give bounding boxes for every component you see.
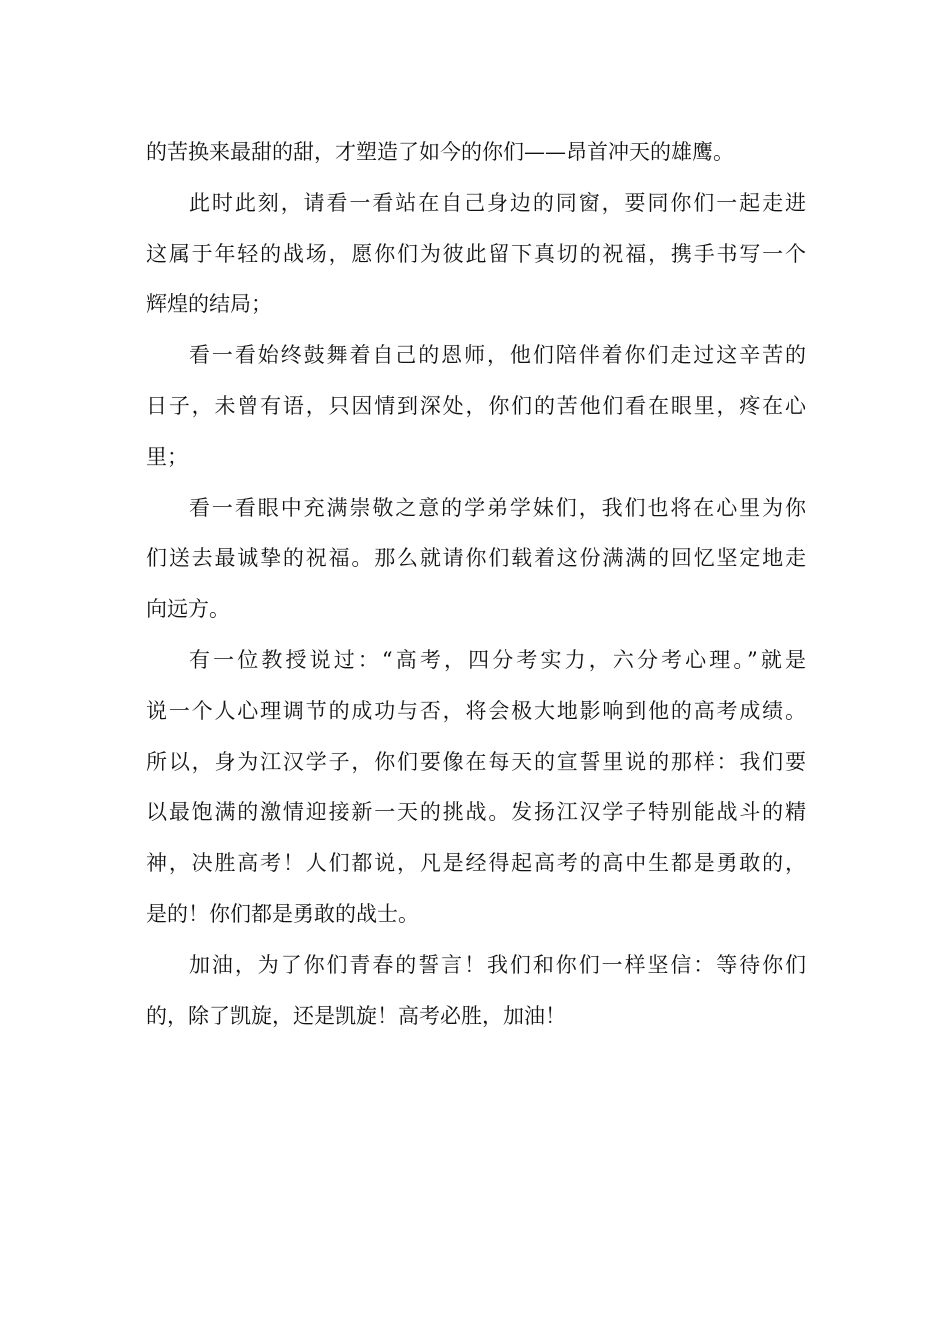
text-line-7: 里； bbox=[146, 444, 188, 469]
text-line-5: 看一看始终鼓舞着自己的恩师，他们陪伴着你们走过这辛苦的 bbox=[189, 343, 806, 368]
text-line-16: 是的！你们都是勇敢的战士。 bbox=[146, 901, 419, 926]
text-line-3: 这属于年轻的战场，愿你们为彼此留下真切的祝福，携手书写一个 bbox=[146, 241, 806, 266]
text-line-12: 说一个人心理调节的成功与否，将会极大地影响到他的高考成绩。 bbox=[146, 698, 806, 723]
text-line-13: 所以，身为江汉学子，你们要像在每天的宣誓里说的那样：我们要 bbox=[146, 749, 806, 774]
text-line-10: 向远方。 bbox=[146, 597, 230, 622]
text-line-4: 辉煌的结局； bbox=[146, 292, 272, 317]
text-line-6: 日子，未曾有语，只因情到深处，你们的苦他们看在眼里，疼在心 bbox=[146, 393, 806, 418]
text-line-14: 以最饱满的激情迎接新一天的挑战。发扬江汉学子特别能战斗的精 bbox=[146, 800, 806, 825]
text-line-18: 的，除了凯旋，还是凯旋！高考必胜，加油！ bbox=[146, 1003, 566, 1028]
text-line-2: 此时此刻，请看一看站在自己身边的同窗，要同你们一起走进 bbox=[189, 190, 806, 215]
text-line-15: 神，决胜高考！人们都说，凡是经得起高考的高中生都是勇敢的， bbox=[146, 851, 806, 876]
text-line-11: 有一位教授说过：“高考，四分考实力，六分考心理。”就是 bbox=[189, 647, 806, 672]
text-line-9: 们送去最诚挚的祝福。那么就请你们载着这份满满的回忆坚定地走 bbox=[146, 546, 806, 571]
text-line-17: 加油，为了你们青春的誓言！我们和你们一样坚信：等待你们 bbox=[189, 952, 806, 977]
document-body bbox=[146, 127, 806, 1041]
text-line-8: 看一看眼中充满崇敬之意的学弟学妹们，我们也将在心里为你 bbox=[189, 495, 806, 520]
text-line-1: 的苦换来最甜的甜，才塑造了如今的你们——昂首冲天的雄鹰。 bbox=[146, 140, 734, 164]
